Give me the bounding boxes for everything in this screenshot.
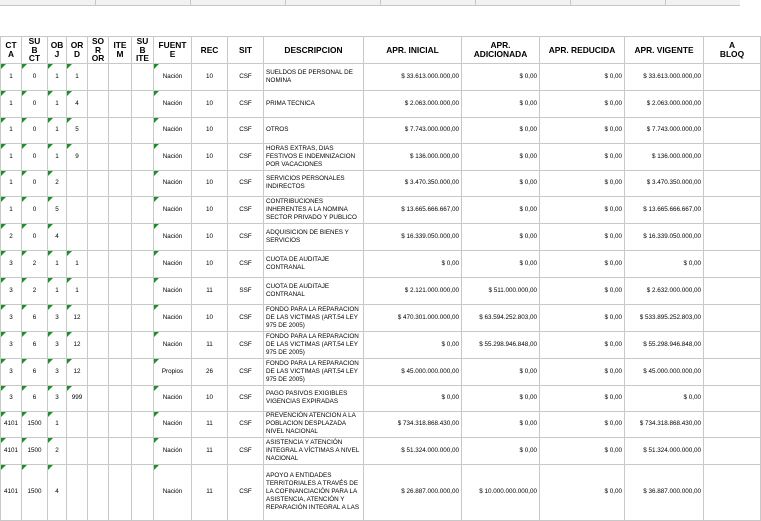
cell-subitem[interactable] (132, 385, 154, 411)
cell-subitem[interactable] (132, 304, 154, 331)
cell-sub[interactable]: 6 (22, 331, 48, 358)
cell-desc[interactable]: CONTRIBUCIONES INHERENTES A LA NOMINA SECTOR PRIVADO Y PUBLICO (264, 196, 364, 223)
cell-fuente[interactable]: Propios (154, 358, 192, 385)
cell-sord[interactable] (88, 143, 109, 170)
header-row (1, 37, 761, 64)
cell-fuente[interactable]: Nación (154, 331, 192, 358)
table-row (1, 117, 761, 143)
table-row (1, 385, 761, 411)
cell-adicionada[interactable]: $ 0,00 (462, 385, 540, 411)
cell-cta[interactable]: 1 (1, 90, 22, 117)
cell-sit[interactable]: CSF (228, 170, 264, 196)
cell-cta[interactable]: 1 (1, 196, 22, 223)
column-header-reducida[interactable]: APR. REDUCIDA (540, 37, 625, 64)
cell-obj[interactable]: 1 (48, 277, 67, 304)
cell-item[interactable] (109, 437, 132, 464)
cell-cta[interactable]: 3 (1, 277, 22, 304)
cell-item[interactable] (109, 331, 132, 358)
cell-rec[interactable]: 11 (192, 277, 228, 304)
cell-ord[interactable]: 12 (67, 304, 88, 331)
cell-sord[interactable] (88, 464, 109, 520)
cell-rec[interactable]: 11 (192, 411, 228, 437)
cell-ord[interactable]: 1 (67, 250, 88, 277)
column-header-fuente[interactable]: FUENT E (154, 37, 192, 64)
cell-subitem[interactable] (132, 411, 154, 437)
cell-item[interactable] (109, 411, 132, 437)
cell-item[interactable] (109, 90, 132, 117)
cell-rec[interactable]: 10 (192, 223, 228, 250)
cell-sub[interactable]: 2 (22, 250, 48, 277)
cell-subitem[interactable] (132, 117, 154, 143)
cell-obj[interactable]: 2 (48, 437, 67, 464)
cell-sit[interactable]: CSF (228, 358, 264, 385)
cell-fuente[interactable]: Nación (154, 143, 192, 170)
cell-reducida[interactable]: $ 0,00 (540, 117, 625, 143)
cell-vigente[interactable]: $ 55.298.946.848,00 (625, 331, 704, 358)
cell-adicionada[interactable]: $ 0,00 (462, 250, 540, 277)
cell-sord[interactable] (88, 411, 109, 437)
table-row (1, 90, 761, 117)
cell-inicial[interactable]: $ 2.063.000.000,00 (364, 90, 462, 117)
cell-inicial[interactable]: $ 16.339.050.000,00 (364, 223, 462, 250)
cell-sub[interactable]: 0 (22, 196, 48, 223)
cell-sit[interactable]: CSF (228, 385, 264, 411)
cell-vigente[interactable]: $ 16.339.050.000,00 (625, 223, 704, 250)
cell-adicionada[interactable]: $ 10.000.000.000,00 (462, 464, 540, 520)
cell-rec[interactable]: 10 (192, 250, 228, 277)
cell-obj[interactable]: 2 (48, 170, 67, 196)
table-row (1, 304, 761, 331)
cell-cta[interactable]: 4101 (1, 411, 22, 437)
cell-item[interactable] (109, 196, 132, 223)
cell-rec[interactable]: 10 (192, 117, 228, 143)
cell-inicial[interactable]: $ 136.000.000,00 (364, 143, 462, 170)
cell-sit[interactable]: CSF (228, 117, 264, 143)
cell-ord[interactable]: 4 (67, 90, 88, 117)
cell-item[interactable] (109, 223, 132, 250)
cell-fuente[interactable]: Nación (154, 277, 192, 304)
cell-adicionada[interactable]: $ 0,00 (462, 358, 540, 385)
cell-subitem[interactable] (132, 464, 154, 520)
cell-bloq[interactable] (704, 170, 761, 196)
cell-desc[interactable]: FONDO PARA LA REPARACION DE LAS VICTIMAS (ART.54 LEY 975 DE 2005) (264, 304, 364, 331)
cell-sub[interactable]: 0 (22, 117, 48, 143)
cell-fuente[interactable]: Nación (154, 63, 192, 90)
cell-reducida[interactable]: $ 0,00 (540, 277, 625, 304)
cell-reducida[interactable]: $ 0,00 (540, 385, 625, 411)
column-header-sit[interactable]: SIT (228, 37, 264, 64)
cell-reducida[interactable]: $ 0,00 (540, 223, 625, 250)
sheet-top-edge (0, 0, 740, 6)
cell-vigente[interactable]: $ 45.000.000.000,00 (625, 358, 704, 385)
cell-sub[interactable]: 6 (22, 385, 48, 411)
cell-cta[interactable]: 3 (1, 304, 22, 331)
cell-bloq[interactable] (704, 196, 761, 223)
cell-sord[interactable] (88, 358, 109, 385)
column-header-subitem[interactable]: SU B ITE (132, 37, 154, 64)
cell-bloq[interactable] (704, 223, 761, 250)
table-row (1, 223, 761, 250)
cell-inicial[interactable]: $ 734.318.868.430,00 (364, 411, 462, 437)
cell-ord[interactable]: 9 (67, 143, 88, 170)
cell-sit[interactable]: CSF (228, 411, 264, 437)
cell-bloq[interactable] (704, 63, 761, 90)
cell-obj[interactable]: 1 (48, 411, 67, 437)
cell-reducida[interactable]: $ 0,00 (540, 304, 625, 331)
table-row (1, 277, 761, 304)
cell-vigente[interactable]: $ 7.743.000.000,00 (625, 117, 704, 143)
cell-inicial[interactable]: $ 0,00 (364, 250, 462, 277)
cell-inicial[interactable]: $ 45.000.000.000,00 (364, 358, 462, 385)
cell-desc[interactable]: APOYO A ENTIDADES TERRITORIALES A TRAVÉS DE LA COFINANCIACIÓN PARA LA ASISTENCIA, ATENCIÓN Y REPARACIÓN INTEGRAL A LAS (264, 464, 364, 520)
cell-sord[interactable] (88, 250, 109, 277)
cell-rec[interactable]: 11 (192, 464, 228, 520)
column-header-ord[interactable]: OR D (67, 37, 88, 64)
cell-inicial[interactable]: $ 26.887.000.000,00 (364, 464, 462, 520)
cell-sit[interactable]: CSF (228, 250, 264, 277)
cell-desc[interactable]: CUOTA DE AUDITAJE CONTRANAL (264, 250, 364, 277)
table-row (1, 63, 761, 90)
cell-obj[interactable]: 1 (48, 117, 67, 143)
cell-adicionada[interactable]: $ 0,00 (462, 196, 540, 223)
cell-obj[interactable]: 1 (48, 143, 67, 170)
cell-rec[interactable]: 10 (192, 170, 228, 196)
table-row (1, 437, 761, 464)
cell-inicial[interactable]: $ 2.121.000.000,00 (364, 277, 462, 304)
cell-cta[interactable]: 1 (1, 143, 22, 170)
cell-sub[interactable]: 1500 (22, 464, 48, 520)
cell-reducida[interactable]: $ 0,00 (540, 63, 625, 90)
cell-subitem[interactable] (132, 358, 154, 385)
cell-inicial[interactable]: $ 51.324.000.000,00 (364, 437, 462, 464)
cell-bloq[interactable] (704, 385, 761, 411)
cell-reducida[interactable]: $ 0,00 (540, 250, 625, 277)
cell-sub[interactable]: 2 (22, 277, 48, 304)
cell-rec[interactable]: 10 (192, 196, 228, 223)
cell-bloq[interactable] (704, 90, 761, 117)
cell-ord[interactable]: 1 (67, 63, 88, 90)
column-header-vigente[interactable]: APR. VIGENTE (625, 37, 704, 64)
cell-desc[interactable]: FONDO PARA LA REPARACION DE LAS VICTIMAS (ART.54 LEY 975 DE 2005) (264, 331, 364, 358)
cell-sub[interactable]: 0 (22, 143, 48, 170)
cell-ord[interactable]: 1 (67, 277, 88, 304)
cell-cta[interactable]: 3 (1, 358, 22, 385)
cell-fuente[interactable]: Nación (154, 464, 192, 520)
cell-sub[interactable]: 6 (22, 358, 48, 385)
cell-sub[interactable]: 1500 (22, 411, 48, 437)
cell-inicial[interactable]: $ 7.743.000.000,00 (364, 117, 462, 143)
cell-desc[interactable]: ADQUISICION DE BIENES Y SERVICIOS (264, 223, 364, 250)
cell-sit[interactable]: CSF (228, 223, 264, 250)
cell-vigente[interactable]: $ 36.887.000.000,00 (625, 464, 704, 520)
cell-vigente[interactable]: $ 2.063.000.000,00 (625, 90, 704, 117)
cell-cta[interactable]: 1 (1, 117, 22, 143)
cell-reducida[interactable]: $ 0,00 (540, 143, 625, 170)
cell-subitem[interactable] (132, 196, 154, 223)
column-header-bloq[interactable]: A BLOQ (704, 37, 761, 64)
cell-desc[interactable]: PRIMA TECNICA (264, 90, 364, 117)
cell-rec[interactable]: 10 (192, 90, 228, 117)
cell-inicial[interactable]: $ 13.665.666.667,00 (364, 196, 462, 223)
cell-inicial[interactable]: $ 0,00 (364, 331, 462, 358)
cell-reducida[interactable]: $ 0,00 (540, 90, 625, 117)
cell-subitem[interactable] (132, 250, 154, 277)
cell-obj[interactable]: 1 (48, 63, 67, 90)
cell-sit[interactable]: CSF (228, 143, 264, 170)
cell-vigente[interactable]: $ 33.613.000.000,00 (625, 63, 704, 90)
cell-sit[interactable]: CSF (228, 90, 264, 117)
cell-bloq[interactable] (704, 277, 761, 304)
cell-bloq[interactable] (704, 358, 761, 385)
cell-adicionada[interactable]: $ 63.594.252.803,00 (462, 304, 540, 331)
cell-adicionada[interactable]: $ 0,00 (462, 437, 540, 464)
cell-reducida[interactable]: $ 0,00 (540, 358, 625, 385)
cell-cta[interactable]: 3 (1, 250, 22, 277)
cell-subitem[interactable] (132, 90, 154, 117)
table-row (1, 143, 761, 170)
cell-adicionada[interactable]: $ 0,00 (462, 117, 540, 143)
cell-item[interactable] (109, 63, 132, 90)
cell-sit[interactable]: CSF (228, 437, 264, 464)
cell-bloq[interactable] (704, 437, 761, 464)
cell-sord[interactable] (88, 196, 109, 223)
cell-reducida[interactable]: $ 0,00 (540, 170, 625, 196)
cell-sub[interactable]: 1500 (22, 437, 48, 464)
cell-rec[interactable]: 10 (192, 63, 228, 90)
cell-adicionada[interactable]: $ 0,00 (462, 411, 540, 437)
cell-ord[interactable]: 12 (67, 331, 88, 358)
cell-vigente[interactable]: $ 51.324.000.000,00 (625, 437, 704, 464)
cell-cta[interactable]: 3 (1, 385, 22, 411)
cell-cta[interactable]: 2 (1, 223, 22, 250)
cell-fuente[interactable]: Nación (154, 250, 192, 277)
cell-vigente[interactable]: $ 136.000.000,00 (625, 143, 704, 170)
cell-rec[interactable]: 10 (192, 304, 228, 331)
cell-fuente[interactable]: Nación (154, 117, 192, 143)
cell-inicial[interactable]: $ 3.470.350.000,00 (364, 170, 462, 196)
cell-item[interactable] (109, 250, 132, 277)
cell-vigente[interactable]: $ 3.470.350.000,00 (625, 170, 704, 196)
cell-subitem[interactable] (132, 63, 154, 90)
cell-sit[interactable]: CSF (228, 304, 264, 331)
cell-ord[interactable] (67, 223, 88, 250)
cell-obj[interactable]: 1 (48, 90, 67, 117)
cell-adicionada[interactable]: $ 55.298.946.848,00 (462, 331, 540, 358)
cell-item[interactable] (109, 464, 132, 520)
column-header-desc[interactable]: DESCRIPCION (264, 37, 364, 64)
cell-fuente[interactable]: Nación (154, 385, 192, 411)
cell-desc[interactable]: ASISTENCIA Y ATENCIÓN INTEGRAL A VÍCTIMAS A NIVEL NACIONAL (264, 437, 364, 464)
cell-vigente[interactable]: $ 533.895.252.803,00 (625, 304, 704, 331)
cell-sord[interactable] (88, 437, 109, 464)
table-row (1, 464, 761, 520)
cell-sord[interactable] (88, 117, 109, 143)
cell-reducida[interactable]: $ 0,00 (540, 331, 625, 358)
cell-fuente[interactable]: Nación (154, 196, 192, 223)
cell-subitem[interactable] (132, 223, 154, 250)
cell-adicionada[interactable]: $ 0,00 (462, 170, 540, 196)
cell-reducida[interactable]: $ 0,00 (540, 411, 625, 437)
cell-sub[interactable]: 0 (22, 90, 48, 117)
cell-sord[interactable] (88, 223, 109, 250)
cell-fuente[interactable]: Nación (154, 170, 192, 196)
cell-item[interactable] (109, 143, 132, 170)
cell-rec[interactable]: 26 (192, 358, 228, 385)
table-row (1, 411, 761, 437)
cell-sub[interactable]: 0 (22, 63, 48, 90)
cell-ord[interactable] (67, 170, 88, 196)
cell-desc[interactable]: PAGO PASIVOS EXIGIBLES VIGENCIAS EXPIRADAS (264, 385, 364, 411)
column-header-rec[interactable]: REC (192, 37, 228, 64)
cell-fuente[interactable]: Nación (154, 411, 192, 437)
cell-inicial[interactable]: $ 0,00 (364, 385, 462, 411)
cell-cta[interactable]: 4101 (1, 437, 22, 464)
cell-bloq[interactable] (704, 411, 761, 437)
cell-subitem[interactable] (132, 170, 154, 196)
cell-sit[interactable]: SSF (228, 277, 264, 304)
cell-desc[interactable]: OTROS (264, 117, 364, 143)
cell-subitem[interactable] (132, 143, 154, 170)
cell-ord[interactable] (67, 437, 88, 464)
cell-item[interactable] (109, 170, 132, 196)
cell-vigente[interactable]: $ 734.318.868.430,00 (625, 411, 704, 437)
cell-cta[interactable]: 3 (1, 331, 22, 358)
cell-cta[interactable]: 4101 (1, 464, 22, 520)
cell-ord[interactable]: 12 (67, 358, 88, 385)
cell-vigente[interactable]: $ 13.665.666.667,00 (625, 196, 704, 223)
cell-rec[interactable]: 11 (192, 331, 228, 358)
cell-bloq[interactable] (704, 331, 761, 358)
cell-vigente[interactable]: $ 0,00 (625, 250, 704, 277)
cell-ord[interactable] (67, 464, 88, 520)
cell-sit[interactable]: CSF (228, 331, 264, 358)
cell-item[interactable] (109, 304, 132, 331)
cell-ord[interactable] (67, 196, 88, 223)
table-row (1, 331, 761, 358)
cell-rec[interactable]: 11 (192, 437, 228, 464)
cell-subitem[interactable] (132, 437, 154, 464)
cell-sord[interactable] (88, 304, 109, 331)
cell-sord[interactable] (88, 90, 109, 117)
cell-bloq[interactable] (704, 464, 761, 520)
cell-bloq[interactable] (704, 304, 761, 331)
cell-obj[interactable]: 3 (48, 358, 67, 385)
cell-sord[interactable] (88, 331, 109, 358)
cell-item[interactable] (109, 385, 132, 411)
table-row (1, 170, 761, 196)
cell-cta[interactable]: 1 (1, 170, 22, 196)
cell-item[interactable] (109, 117, 132, 143)
table-row (1, 196, 761, 223)
cell-fuente[interactable]: Nación (154, 90, 192, 117)
column-header-sub[interactable]: SU B CT (22, 37, 48, 64)
cell-bloq[interactable] (704, 250, 761, 277)
cell-item[interactable] (109, 358, 132, 385)
cell-fuente[interactable]: Nación (154, 304, 192, 331)
cell-reducida[interactable]: $ 0,00 (540, 196, 625, 223)
column-header-sord[interactable]: SO R OR (88, 37, 109, 64)
cell-desc[interactable]: FONDO PARA LA REPARACION DE LAS VICTIMAS (ART.54 LEY 975 DE 2005) (264, 358, 364, 385)
cell-rec[interactable]: 10 (192, 143, 228, 170)
cell-adicionada[interactable]: $ 0,00 (462, 90, 540, 117)
cell-desc[interactable]: PREVENCIÓN ATENCION A LA POBLACION DESPLAZADA NIVEL NACIONAL (264, 411, 364, 437)
cell-vigente[interactable]: $ 0,00 (625, 385, 704, 411)
table-row (1, 358, 761, 385)
cell-obj[interactable]: 4 (48, 223, 67, 250)
cell-item[interactable] (109, 277, 132, 304)
cell-bloq[interactable] (704, 117, 761, 143)
cell-bloq[interactable] (704, 143, 761, 170)
cell-adicionada[interactable]: $ 0,00 (462, 143, 540, 170)
cell-ord[interactable]: 999 (67, 385, 88, 411)
cell-ord[interactable]: 5 (67, 117, 88, 143)
column-header-item[interactable]: ITE M (109, 37, 132, 64)
cell-obj[interactable]: 3 (48, 331, 67, 358)
cell-desc[interactable]: SUELDOS DE PERSONAL DE NOMINA (264, 63, 364, 90)
cell-reducida[interactable]: $ 0,00 (540, 437, 625, 464)
cell-obj[interactable]: 4 (48, 464, 67, 520)
cell-sit[interactable]: CSF (228, 63, 264, 90)
cell-sit[interactable]: CSF (228, 464, 264, 520)
cell-sub[interactable]: 6 (22, 304, 48, 331)
cell-adicionada[interactable]: $ 511.000.000,00 (462, 277, 540, 304)
cell-sub[interactable]: 0 (22, 170, 48, 196)
cell-inicial[interactable]: $ 33.613.000.000,00 (364, 63, 462, 90)
cell-obj[interactable]: 1 (48, 250, 67, 277)
cell-fuente[interactable]: Nación (154, 223, 192, 250)
cell-sit[interactable]: CSF (228, 196, 264, 223)
cell-reducida[interactable]: $ 0,00 (540, 464, 625, 520)
cell-vigente[interactable]: $ 2.632.000.000,00 (625, 277, 704, 304)
cell-rec[interactable]: 10 (192, 385, 228, 411)
column-header-obj[interactable]: OB J (48, 37, 67, 64)
cell-adicionada[interactable]: $ 0,00 (462, 223, 540, 250)
cell-sord[interactable] (88, 63, 109, 90)
cell-desc[interactable]: SERVICIOS PERSONALES INDIRECTOS (264, 170, 364, 196)
column-header-inicial[interactable]: APR. INICIAL (364, 37, 462, 64)
cell-obj[interactable]: 5 (48, 196, 67, 223)
cell-sord[interactable] (88, 170, 109, 196)
cell-sub[interactable]: 0 (22, 223, 48, 250)
cell-fuente[interactable]: Nación (154, 437, 192, 464)
cell-desc[interactable]: CUOTA DE AUDITAJE CONTRANAL (264, 277, 364, 304)
spreadsheet-grid[interactable] (0, 36, 745, 512)
column-header-cta[interactable]: CT A (1, 37, 22, 64)
cell-adicionada[interactable]: $ 0,00 (462, 63, 540, 90)
cell-inicial[interactable]: $ 470.301.000.000,00 (364, 304, 462, 331)
cell-desc[interactable]: HORAS EXTRAS, DIAS FESTIVOS E INDEMNIZACION POR VACACIONES (264, 143, 364, 170)
cell-subitem[interactable] (132, 277, 154, 304)
cell-obj[interactable]: 3 (48, 304, 67, 331)
cell-ord[interactable] (67, 411, 88, 437)
table-row (1, 250, 761, 277)
cell-subitem[interactable] (132, 331, 154, 358)
cell-cta[interactable]: 1 (1, 63, 22, 90)
cell-sord[interactable] (88, 385, 109, 411)
budget-table (0, 36, 761, 521)
cell-obj[interactable]: 3 (48, 385, 67, 411)
cell-sord[interactable] (88, 277, 109, 304)
column-header-adicionada[interactable]: APR. ADICIONADA (462, 37, 540, 64)
